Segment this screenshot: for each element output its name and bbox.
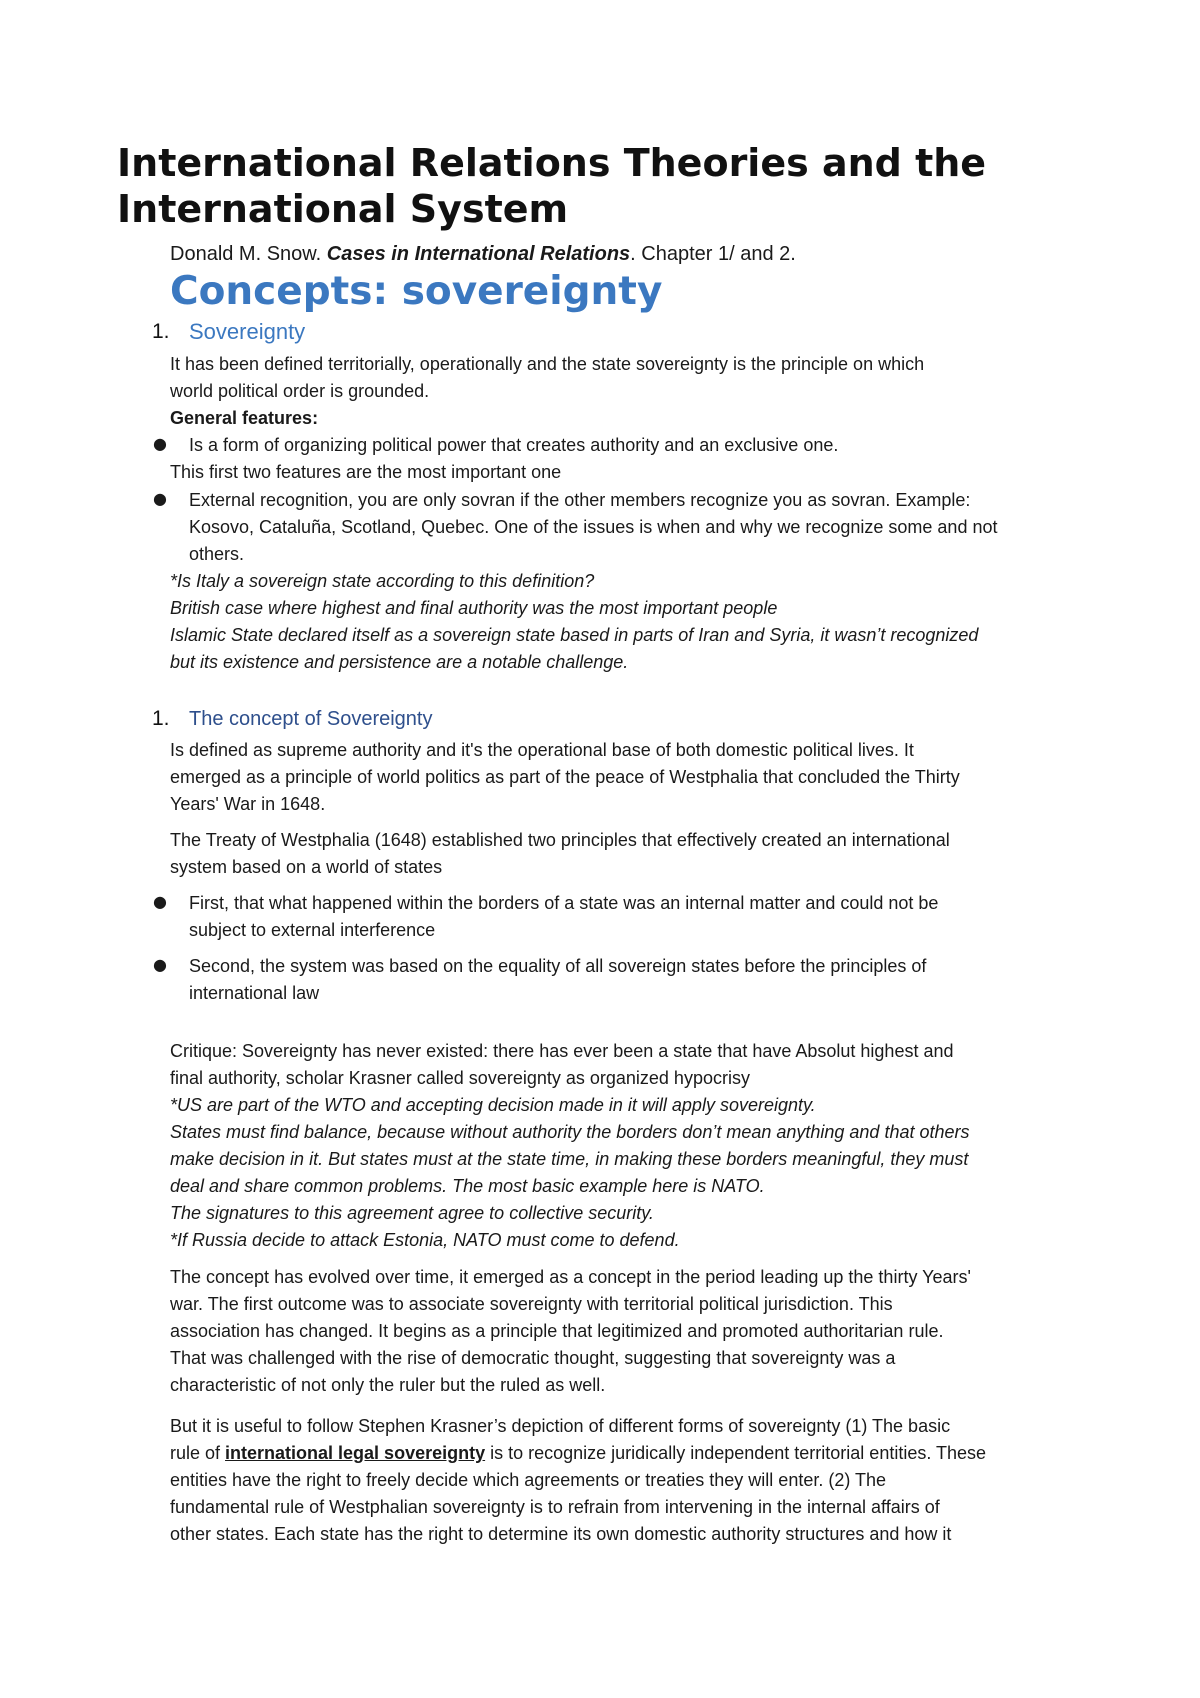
section2-p3-line: association has changed. It begins as a principle that legitimized and promoted authoritarian rule.: [170, 1321, 944, 1341]
section1-bullet2-line: others.: [189, 544, 245, 564]
bullet-icon: ●: [153, 892, 167, 911]
document-title: [117, 140, 1117, 232]
section2-p1-line: Years' War in 1648.: [170, 794, 326, 814]
byline: [170, 241, 796, 267]
bullet-icon: ●: [153, 489, 167, 508]
p4-text: rule of: [170, 1443, 226, 1463]
section2-p3-line: war. The first outcome was to associate sovereignty with territorial political jurisdiction. This: [170, 1294, 893, 1314]
section1-bullet1: Is a form of organizing political power that creates authority and an exclusive one.: [189, 435, 839, 455]
section2-italic-line: deal and share common problems. The most basic example here is NATO.: [170, 1176, 765, 1196]
section2-p1-line: emerged as a principle of world politics as part of the peace of Westphalia that concluded the Thirty: [170, 767, 960, 787]
section1-bullet2-line: Kosovo, Cataluña, Scotland, Quebec. One of the issues is when and why we recognize some and not: [189, 517, 998, 537]
section2-italic-line: *If Russia decide to attack Estonia, NATO must come to defend.: [170, 1230, 680, 1250]
concepts-heading: Concepts: sovereignty: [170, 269, 663, 314]
section1-p1-line: It has been defined territorially, operationally and the state sovereignty is the principle on which: [170, 354, 925, 374]
section2-bullet2-line: international law: [189, 983, 320, 1003]
section2-p4-line: But it is useful to follow Stephen Krasner’s depiction of different forms of sovereignty (1) The basic: [170, 1416, 951, 1436]
section1-number: 1.: [152, 320, 170, 343]
bullet-icon: ●: [153, 434, 167, 453]
section2-heading: The concept of Sovereignty: [189, 708, 433, 730]
section1-italic-line: but its existence and persistence are a notable challenge.: [170, 652, 629, 672]
international-legal-sovereignty-term: international legal sovereignty: [225, 1443, 486, 1463]
section1-bullet2-line: External recognition, you are only sovran if the other members recognize you as sovran. Example:: [189, 490, 971, 510]
byline-book: Cases in International Relations: [326, 243, 631, 265]
section2-p1-line: Is defined as supreme authority and it's the operational base of both domestic political lives. It: [170, 740, 914, 760]
section1-p1-line: world political order is grounded.: [170, 381, 430, 401]
section2-p4-line: [170, 1440, 1090, 1467]
section2-bullet2-line: Second, the system was based on the equality of all sovereign states before the principles of: [189, 956, 927, 976]
section2-p3-line: The concept has evolved over time, it emerged as a concept in the period leading up the thirty Years': [170, 1267, 971, 1287]
section2-bullet1-line: subject to external interference: [189, 920, 436, 940]
section2-italic-line: *US are part of the WTO and accepting decision made in it will apply sovereignty.: [170, 1095, 816, 1115]
section2-number: 1.: [152, 707, 170, 730]
section2-p4-line: entities have the right to freely decide which agreements or treaties they will enter. (2) The: [170, 1470, 887, 1490]
critique-line: Critique: Sovereignty has never existed: there has ever been a state that have Absolut highest and: [170, 1041, 954, 1061]
section2-p2-line: The Treaty of Westphalia (1648) established two principles that effectively created an international: [170, 830, 950, 850]
title-line-2: International System: [117, 187, 569, 231]
section2-p2-line: system based on a world of states: [170, 857, 443, 877]
section2-bullet1-line: First, that what happened within the borders of a state was an internal matter and could not be: [189, 893, 939, 913]
section1-italic-line: Islamic State declared itself as a sovereign state based in parts of Iran and Syria, it wasn’t recognized: [170, 625, 979, 645]
p4-text: is to recognize juridically independent territorial entities. These: [485, 1443, 987, 1463]
section2-italic-line: The signatures to this agreement agree to collective security.: [170, 1203, 654, 1223]
section1-italic-line: *Is Italy a sovereign state according to this definition?: [170, 571, 595, 591]
section2-p3-line: That was challenged with the rise of democratic thought, suggesting that sovereignty was a: [170, 1348, 896, 1368]
critique-line: final authority, scholar Krasner called sovereignty as organized hypocrisy: [170, 1068, 750, 1088]
section2-italic-line: make decision in it. But states must at the state time, in making these borders meaningful, they must: [170, 1149, 969, 1169]
section1-italic-line: British case where highest and final authority was the most important people: [170, 598, 778, 618]
section2-p4-line: other states. Each state has the right to determine its own domestic authority structures and how it: [170, 1524, 952, 1544]
section1-note: This first two features are the most important one: [170, 462, 562, 482]
byline-rest: . Chapter 1/ and 2.: [630, 243, 796, 265]
title-line-1: International Relations Theories and the: [117, 141, 987, 185]
byline-author: Donald M. Snow.: [170, 243, 327, 265]
section2-italic-line: States must find balance, because without authority the borders don’t mean anything and that others: [170, 1122, 970, 1142]
section2-p4-line: fundamental rule of Westphalian sovereignty is to refrain from intervening in the internal affairs of: [170, 1497, 940, 1517]
bullet-icon: ●: [153, 955, 167, 974]
section1-heading: Sovereignty: [189, 319, 306, 344]
features-label: General features:: [170, 408, 319, 428]
section2-p3-line: characteristic of not only the ruler but the ruled as well.: [170, 1375, 606, 1395]
